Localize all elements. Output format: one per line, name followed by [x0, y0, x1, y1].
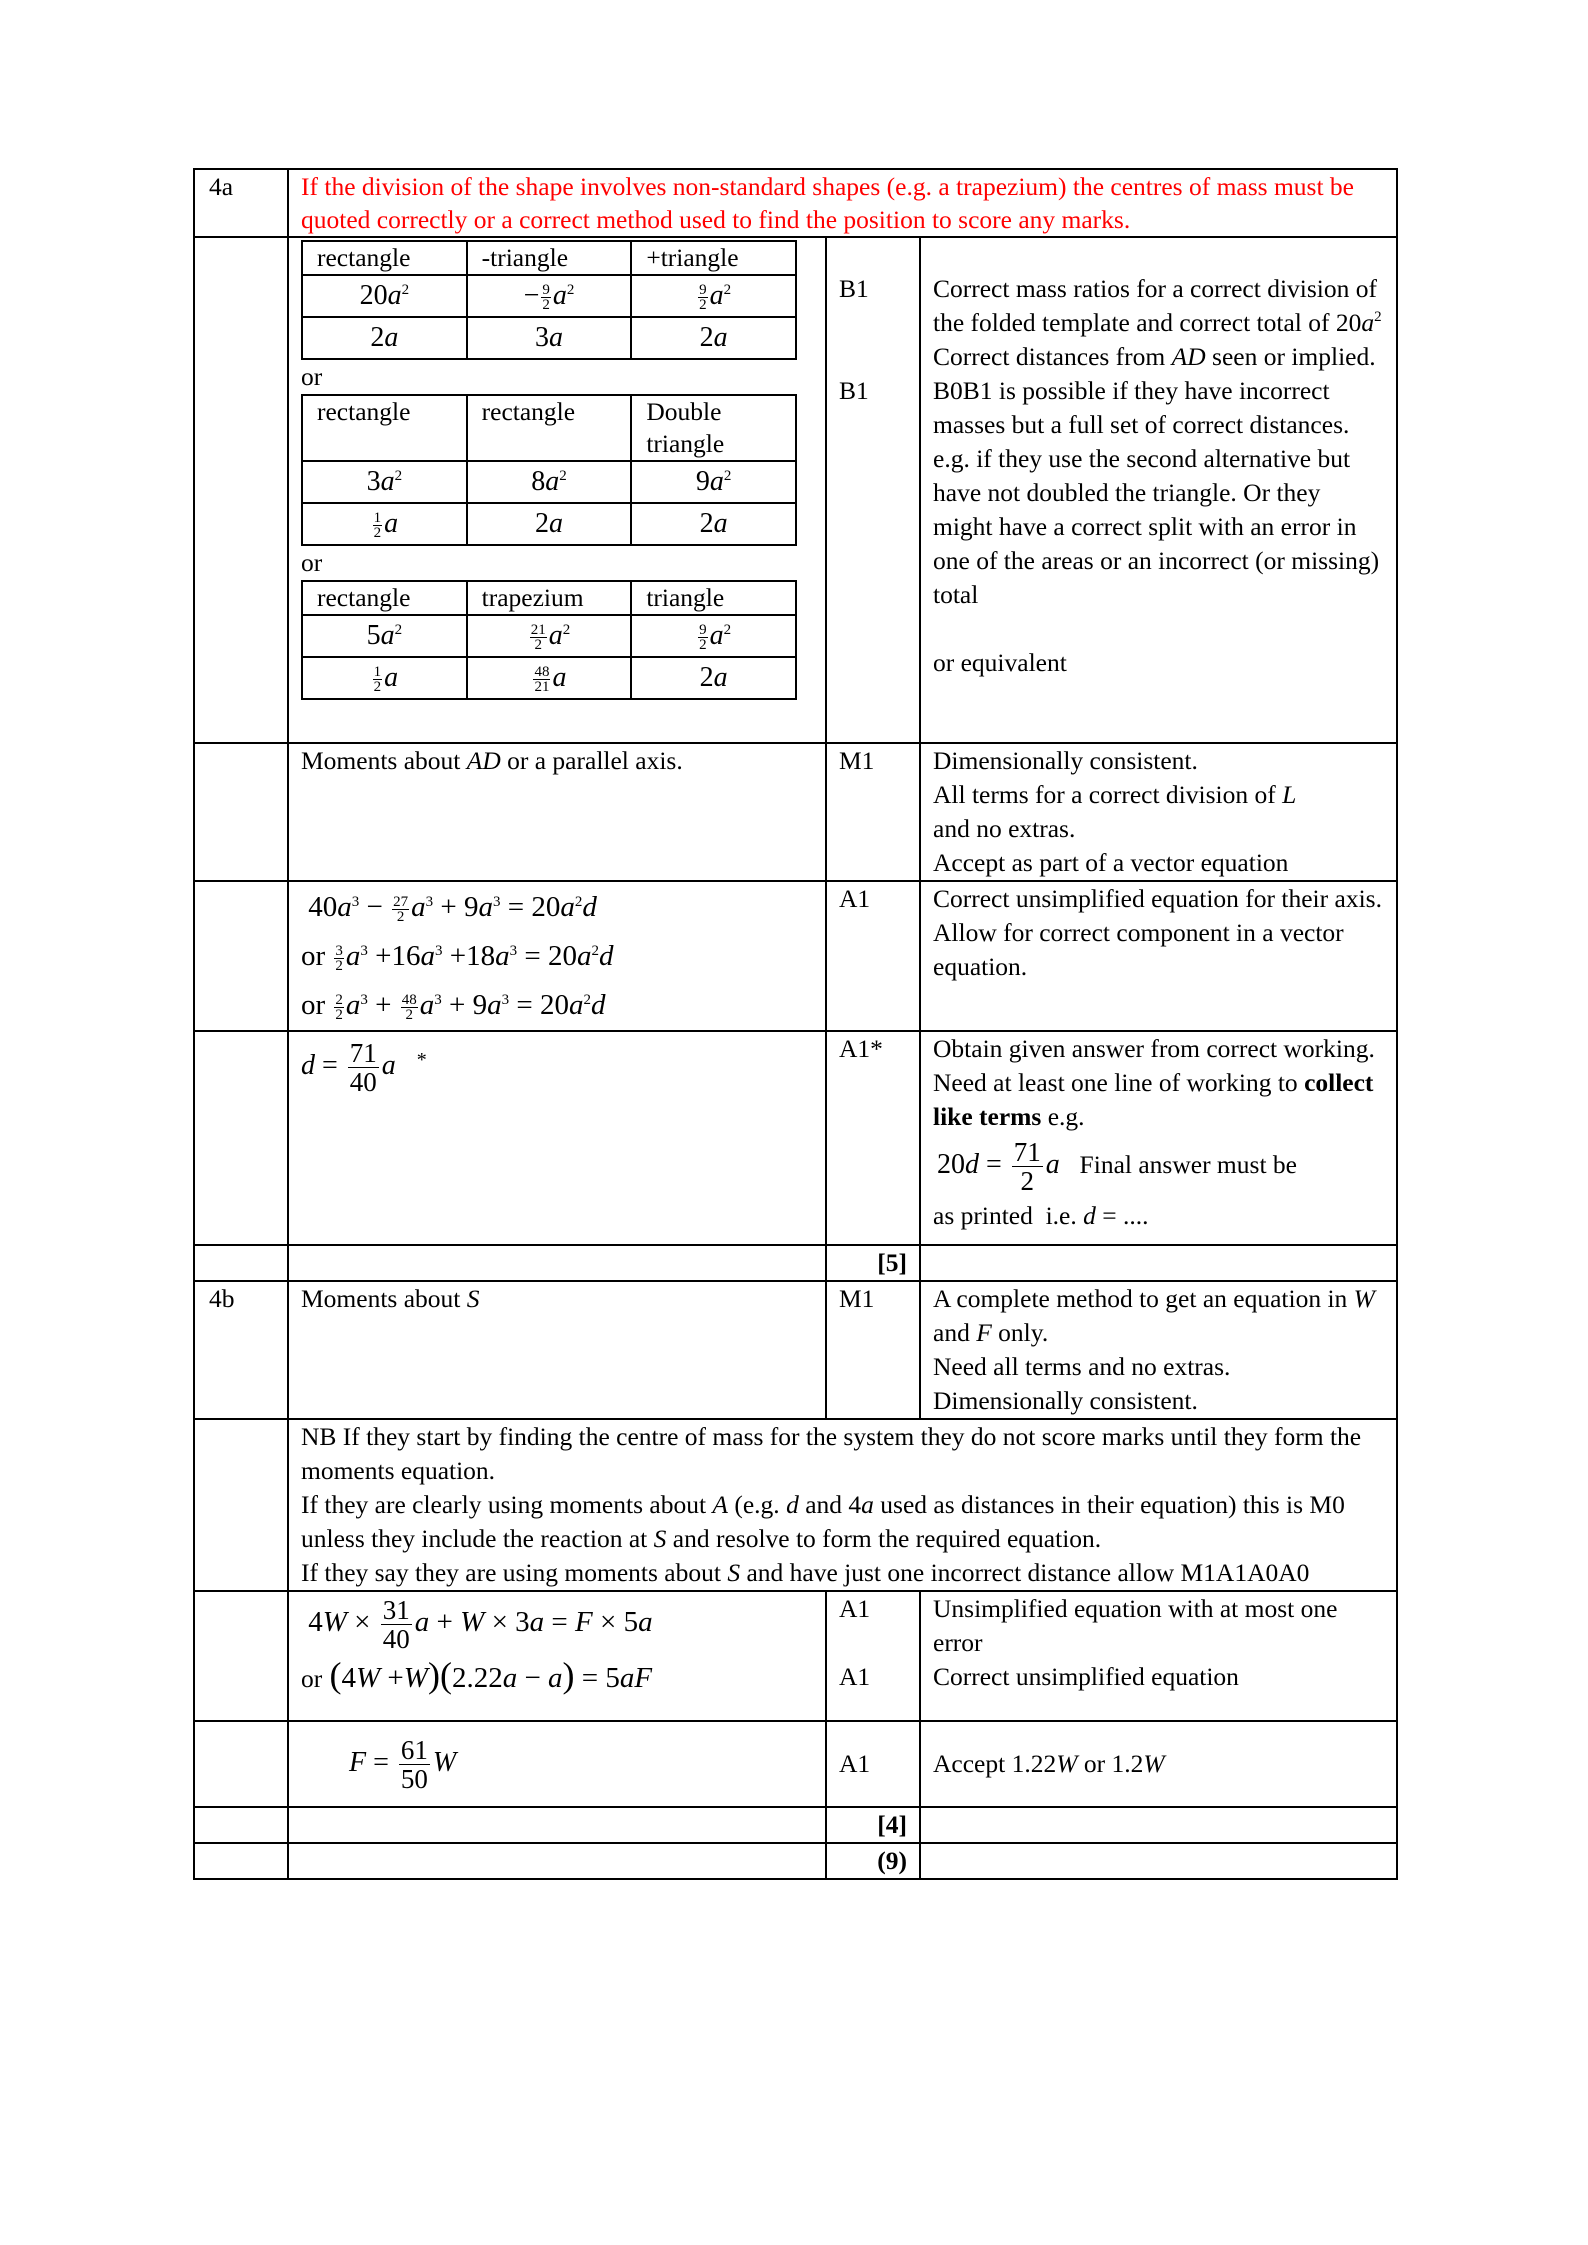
- division-3-mass-2: $\frac{21}{2}$ $a^2$: [467, 615, 632, 657]
- q4b-equations: [288, 1591, 826, 1721]
- q4a-total-marks: [5]: [826, 1245, 920, 1281]
- result-f: F = $\frac{61}{50}$ W: [288, 1721, 826, 1807]
- q4a-note-row: [194, 169, 1397, 237]
- guidance-b0b1: B0B1 is possible if they have incorrect masses but a full set of correct distances. e.g. if they use the second alternative but have not doubled the triangle. Or they might have a correct split with an error in one of the areas or an incorrect (or missing) total: [933, 376, 1380, 609]
- division-1-header-1: rectangle: [302, 241, 467, 275]
- mark-a1-final: A1: [826, 1721, 920, 1807]
- division-1-mass-3: $\frac{9}{2}$ $a^2$: [631, 275, 796, 317]
- guidance-or-equivalent: or equivalent: [933, 648, 1067, 677]
- q4a-equation-row: [194, 881, 1397, 1031]
- q4b-guidance: Unsimplified equation with at most one error Correct unsimplified equation: [920, 1591, 1397, 1721]
- division-1-distance-2: 3a: [467, 317, 632, 359]
- division-2-distance-2: 2a: [467, 503, 632, 545]
- division-3-header-3: triangle: [631, 581, 796, 615]
- division-table-3: [301, 580, 797, 700]
- division-1-distance-1: 2a: [302, 317, 467, 359]
- division-table-2: [301, 394, 797, 546]
- q4b-final-row: [194, 1721, 1397, 1807]
- division-3-distance-2: $\frac{48}{21}$ a: [467, 657, 632, 699]
- q4a-total-row: [194, 1245, 1397, 1281]
- q4b-nb-note: NB If they start by finding the centre of mass for the system they do not score marks until they form the moments equation. If they are clearly using moments about A (e.g. d and 4a used as distances in their equation) this is M0 unless they include the reaction at S and resolve to form the required equation. If they say they are using moments about S and have just one incorrect distance allow M1A1A0A0: [288, 1419, 1397, 1591]
- q4b-moments-row: [194, 1281, 1397, 1419]
- mark-a1-equation-4a: A1: [826, 881, 920, 1031]
- division-2-header-3: Double triangle: [631, 395, 796, 461]
- division-2-distance-3: 2a: [631, 503, 796, 545]
- division-1-header-3: +triangle: [631, 241, 796, 275]
- division-3-distance-1: $\frac{1}{2}$ a: [302, 657, 467, 699]
- division-2-mass-3: $9a^2$: [631, 461, 796, 503]
- division-1-mass-1: $20a^2$: [302, 275, 467, 317]
- division-1-header-2: -triangle: [467, 241, 632, 275]
- q4b-equation-row: [194, 1591, 1397, 1721]
- mark-a1-one-error: A1: [839, 1594, 871, 1624]
- guidance-m1-4a: Dimensionally consistent. All terms for a correct division of L and no extras. Accept as part of a vector equation: [920, 743, 1397, 881]
- result-d: d = $\frac{71}{40}$ a *: [288, 1031, 826, 1245]
- division-3-distance-3: 2a: [631, 657, 796, 699]
- q4b-equation-1: 4W × $\frac{31}{40}$ a + W × 3a = F × 5a: [301, 1595, 653, 1655]
- division-2-mass-2: $8a^2$: [467, 461, 632, 503]
- guidance-a1-final: Accept 1.22W or 1.2W: [920, 1721, 1397, 1807]
- q4b-nb-row: [194, 1419, 1397, 1591]
- mark-b1-distance: B1: [839, 376, 869, 405]
- division-2-header-1: rectangle: [302, 395, 467, 461]
- mark-scheme-table: [193, 168, 1398, 1880]
- question-label-4a: 4a: [194, 169, 288, 237]
- question-label-4b: 4b: [194, 1281, 288, 1419]
- grand-total-row: [194, 1843, 1397, 1879]
- division-tables-cell: [288, 237, 826, 743]
- q4b-marks: [826, 1591, 920, 1721]
- b-marks-cell: [826, 237, 920, 743]
- equation-3: or $\frac{2}{2}$ $a^3$ + $\frac{48}{2}$ $a^3 + 9a^3 = 20a^2d$: [301, 989, 606, 1024]
- division-1-distance-3: 2a: [631, 317, 796, 359]
- division-3-header-2: trapezium: [467, 581, 632, 615]
- mark-a1-star: A1*: [826, 1031, 920, 1245]
- mark-b1-mass: B1: [839, 274, 869, 303]
- guidance-b1-distance: Correct distances from AD seen or implied.: [933, 342, 1376, 371]
- division-1-mass-2: − $\frac{9}{2}$ $a^2$: [467, 275, 632, 317]
- guidance-b1-mass: Correct mass ratios for a correct division of the folded template and correct total of $20a^2$: [933, 274, 1382, 337]
- or-connector-2: or: [301, 548, 323, 578]
- guidance-a1-star: Obtain given answer from correct working. Need at least one line of working to collect like terms e.g. 20d = $\frac{71}{2}$ a Final answer must be as printed i.e. d = ....: [920, 1031, 1397, 1245]
- q4a-result-row: [194, 1031, 1397, 1245]
- q4a-red-note: If the division of the shape involves non-standard shapes (e.g. a trapezium) the centres of mass must be quoted correctly or a correct method used to find the position to score any marks.: [288, 169, 1397, 237]
- guidance-a1-equation-4a: Correct unsimplified equation for their axis. Allow for correct component in a vector equation.: [920, 881, 1397, 1031]
- division-2-header-2: rectangle: [467, 395, 632, 461]
- equation-2: or $\frac{3}{2}$ $a^3 +16a^3 +18a^3 = 20a^2d$: [301, 940, 614, 975]
- q4a-moments-row: [194, 743, 1397, 881]
- equation-1: $40a^3$ − $\frac{27}{2}$ $a^3 + 9a^3 = 20a^2d$: [301, 891, 597, 926]
- division-3-mass-1: $5a^2$: [302, 615, 467, 657]
- guidance-m1-4b: A complete method to get an equation in W and F only. Need all terms and no extras. Dimensionally consistent.: [920, 1281, 1397, 1419]
- mark-a1-correct: A1: [839, 1662, 871, 1692]
- q4b-total-marks: [4]: [826, 1807, 920, 1843]
- moments-equations: [288, 881, 826, 1031]
- mark-m1-4a: M1: [826, 743, 920, 881]
- moments-about-ad: Moments about AD or a parallel axis.: [288, 743, 826, 881]
- division-3-header-1: rectangle: [302, 581, 467, 615]
- division-table-1: [301, 240, 797, 360]
- q4a-division-row: [194, 237, 1397, 743]
- grand-total-marks: (9): [826, 1843, 920, 1879]
- mark-m1-4b: M1: [826, 1281, 920, 1419]
- b-guidance-cell: [920, 237, 1397, 743]
- division-3-mass-3: $\frac{9}{2}$ $a^2$: [631, 615, 796, 657]
- q4b-equation-2: or (4W +W)(2.22a − a) = 5aF: [301, 1655, 653, 1696]
- mark-scheme-page: [193, 168, 1396, 1880]
- q4b-total-row: [194, 1807, 1397, 1843]
- division-2-distance-1: $\frac{1}{2}$ a: [302, 503, 467, 545]
- moments-about-s: Moments about S: [288, 1281, 826, 1419]
- division-2-mass-1: $3a^2$: [302, 461, 467, 503]
- example-equation: 20d = $\frac{71}{2}$ a Final answer must be: [937, 1137, 1297, 1197]
- or-connector-1: or: [301, 362, 323, 392]
